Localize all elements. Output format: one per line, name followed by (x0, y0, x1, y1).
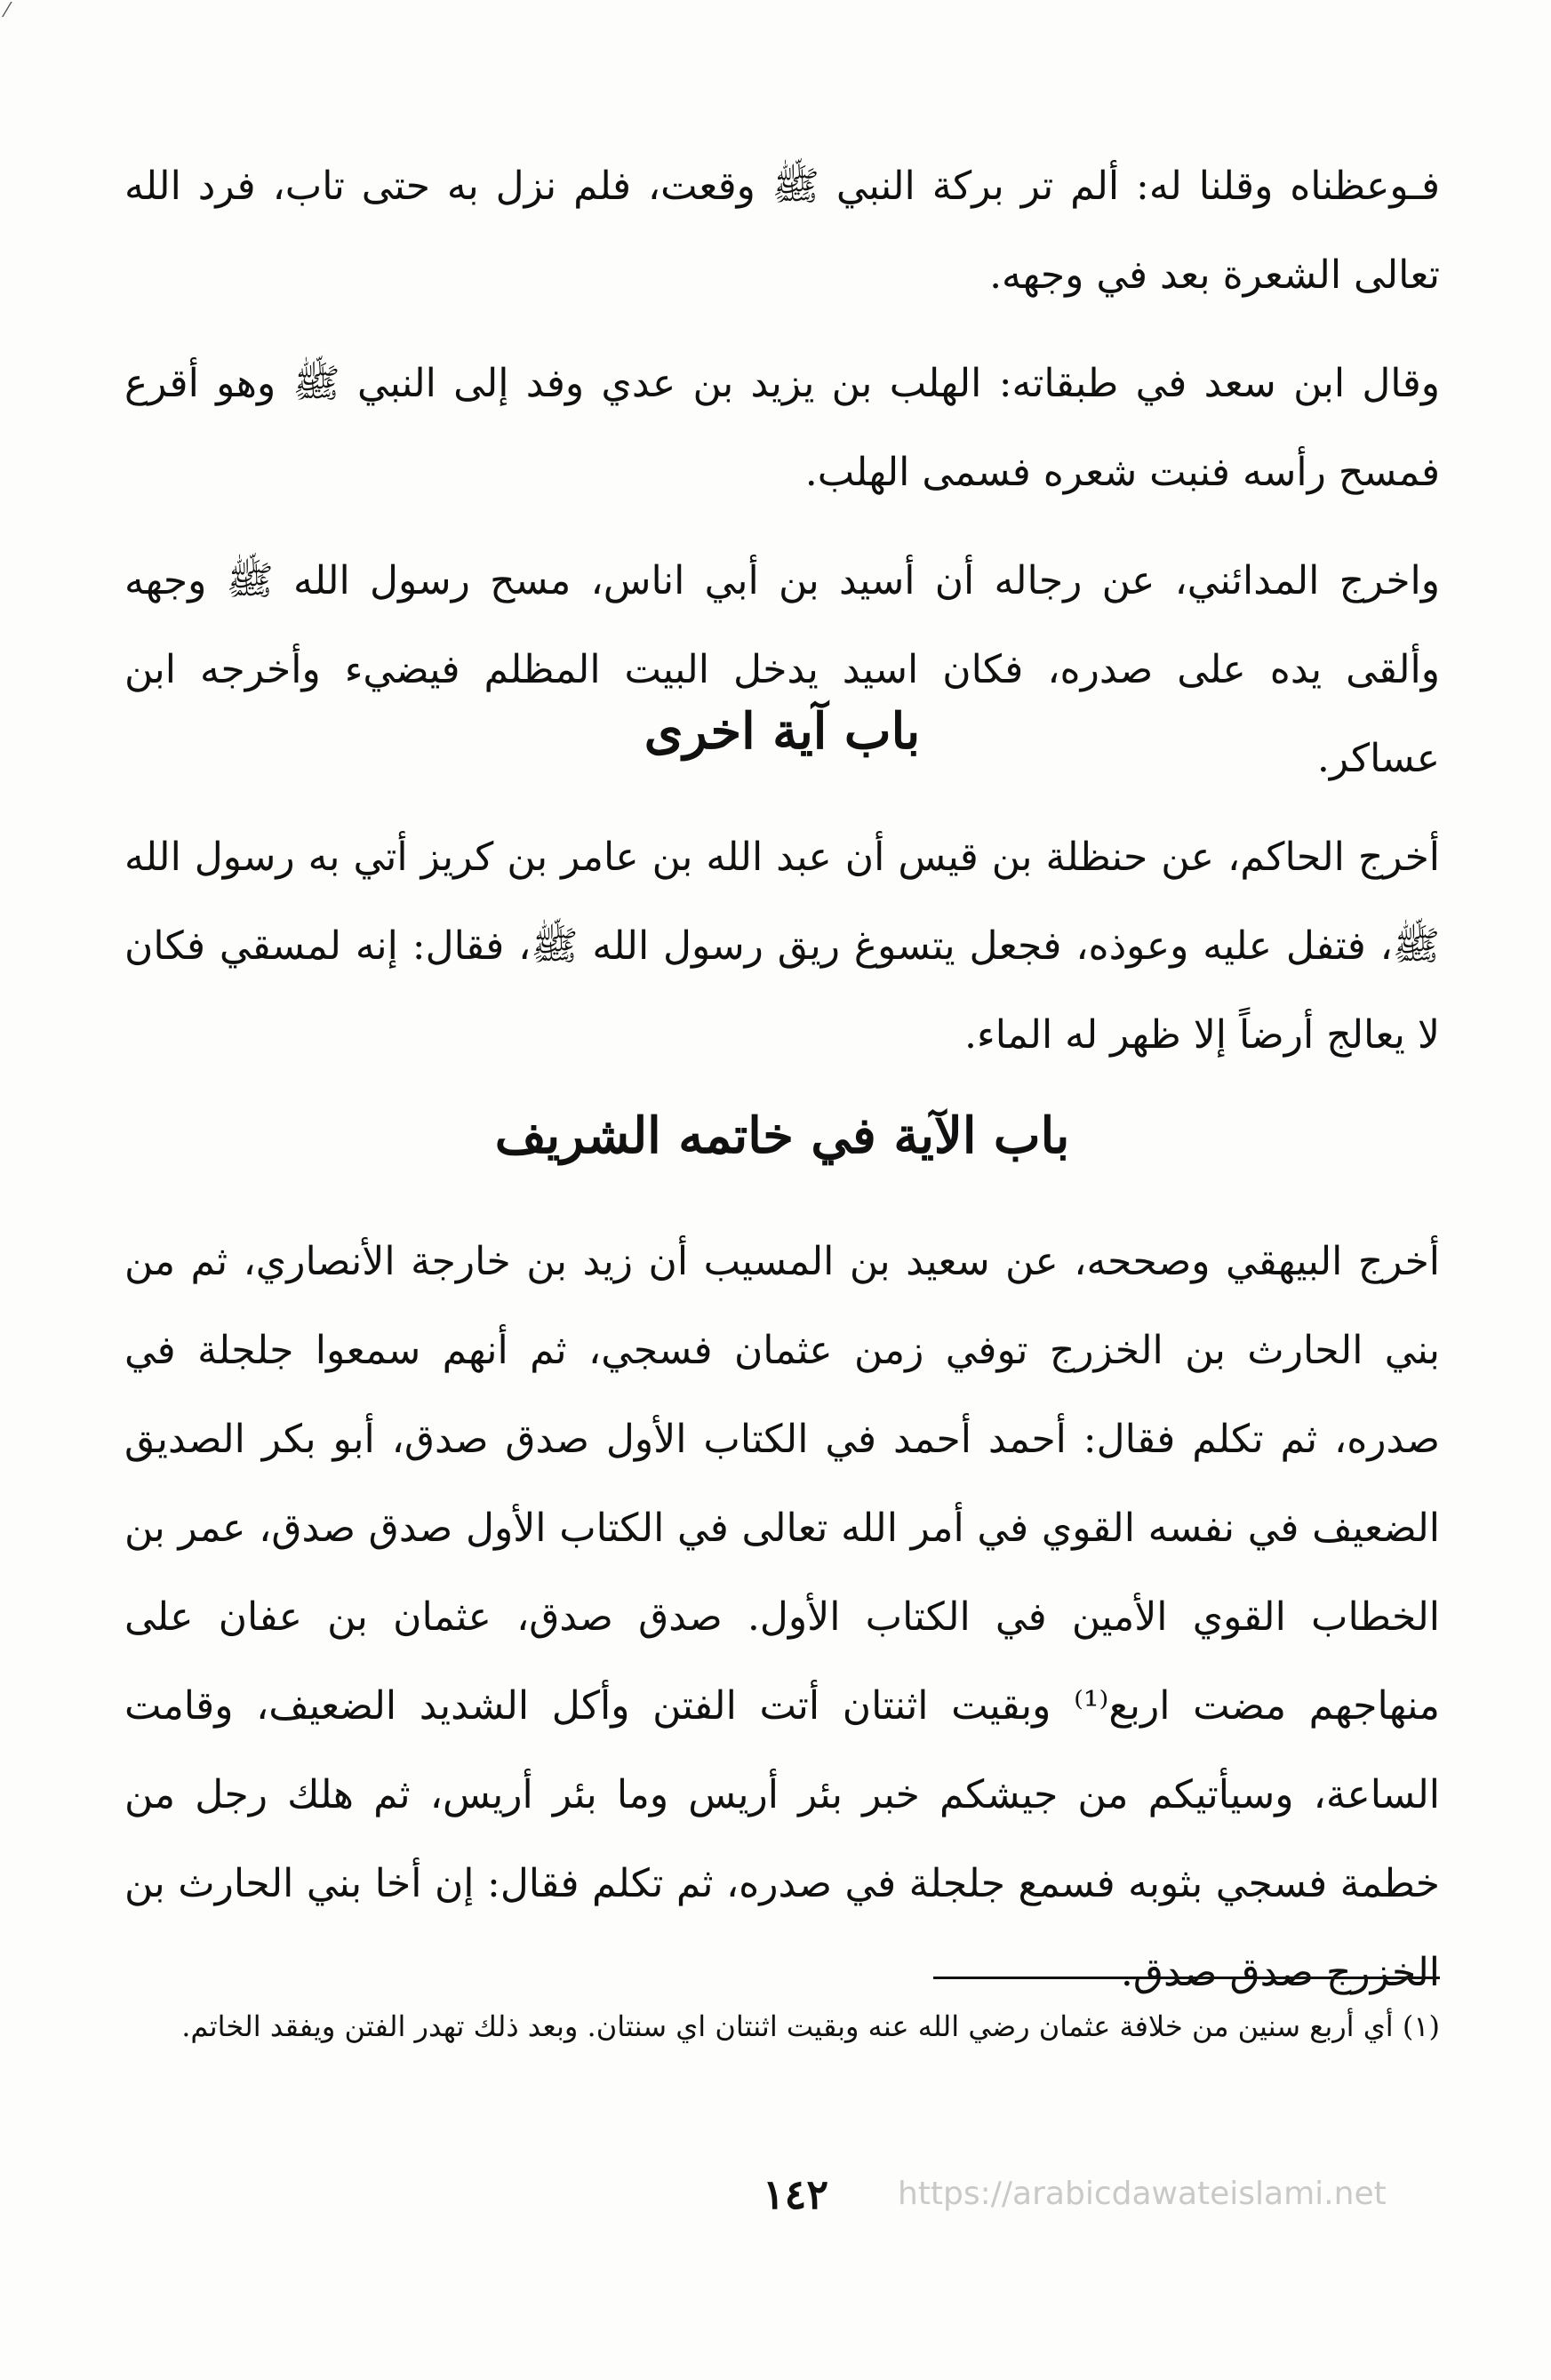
paragraph-ibn-saad: وقال ابن سعد في طبقاته: الهلب بن يزيد بن عدي وفد إلى النبي ﷺ وهو أقرع فمسح رأسه فنبت شعره فسمى الهلب. (124, 361, 1440, 495)
paragraph-bayhaqi: أخرج البيهقي وصححه، عن سعيد بن المسيب أن زيد بن خارجة الأنصاري، ثم من بني الحارث بن الخزرج توفي زمن عثمان فسجي، ثم أنهم سمعوا جلجلة في صدره، ثم تكلم فقال: أحمد أحمد في الكتاب الأول صدق صدق، أبو بكر الصديق الضعيف في نفسه القوي في أمر الله تعالى في الكتاب الأول صدق صدق، عمر بن الخطاب القوي الأمين في الكتاب الأول. صدق صدق، عثمان بن عفان على منهاجهم مضت اربع⁽¹⁾ وبقيت اثنتان أتت الفتن وأكل الشديد الضعيف، وقامت الساعة، وسيأتيكم من جيشكم خبر بئر أريس وما بئر أريس، ثم هلك رجل من خطمة فسجي بثوبه فسمع جلجلة في صدره، ثم تكلم فقال: إن أخا بني الحارث بن الخزرج صدق صدق. (124, 1239, 1440, 1995)
corner-mark: ⁄ (5, 0, 9, 22)
heading-another-sign: باب آية اخرى (644, 702, 921, 761)
bottom-text-block (124, 1218, 1440, 2017)
paragraph-madaini: واخرج المدائني، عن رجاله أن أسيد بن أبي اناس، مسح رسول الله ﷺ وجهه وألقى يده على صدره، فكان اسيد يدخل البيت المظلم فيضيء وأخرجه ابن عساكر. (124, 558, 1440, 781)
paragraph-hakim: أخرج الحاكم، عن حنظلة بن قيس أن عبد الله بن عامر بن كريز أتي به رسول الله ﷺ، فتفل عليه وعوذه، فجعل يتسوغ ريق رسول الله ﷺ، فقال: إنه لمسقي فكان لا يعالج أرضاً إلا ظهر له الماء. (124, 835, 1440, 1058)
paragraph-blessing-story: فـوعظناه وقلنا له: ألم تر بركة النبي ﷺ وقعت، فلم نزل به حتى تاب، فرد الله تعالى الشعرة بعد في وجهه. (124, 164, 1440, 298)
watermark-url: https://arabicdawateislami.net (898, 2176, 1387, 2212)
footnote-divider (933, 1977, 1440, 1979)
page-number: ١٤٢ (762, 2170, 829, 2218)
heading-ring-sign: باب الآية في خاتمه الشريف (494, 1106, 1070, 1165)
footnote: (١) أي أربع سنين من خلافة عثمان رضي الله عنه وبقيت اثنتان اي سنتان. وبعد ذلك تهدر الفتن ويفقد الخاتم. (181, 2009, 1440, 2043)
middle-text-block (124, 813, 1440, 1080)
